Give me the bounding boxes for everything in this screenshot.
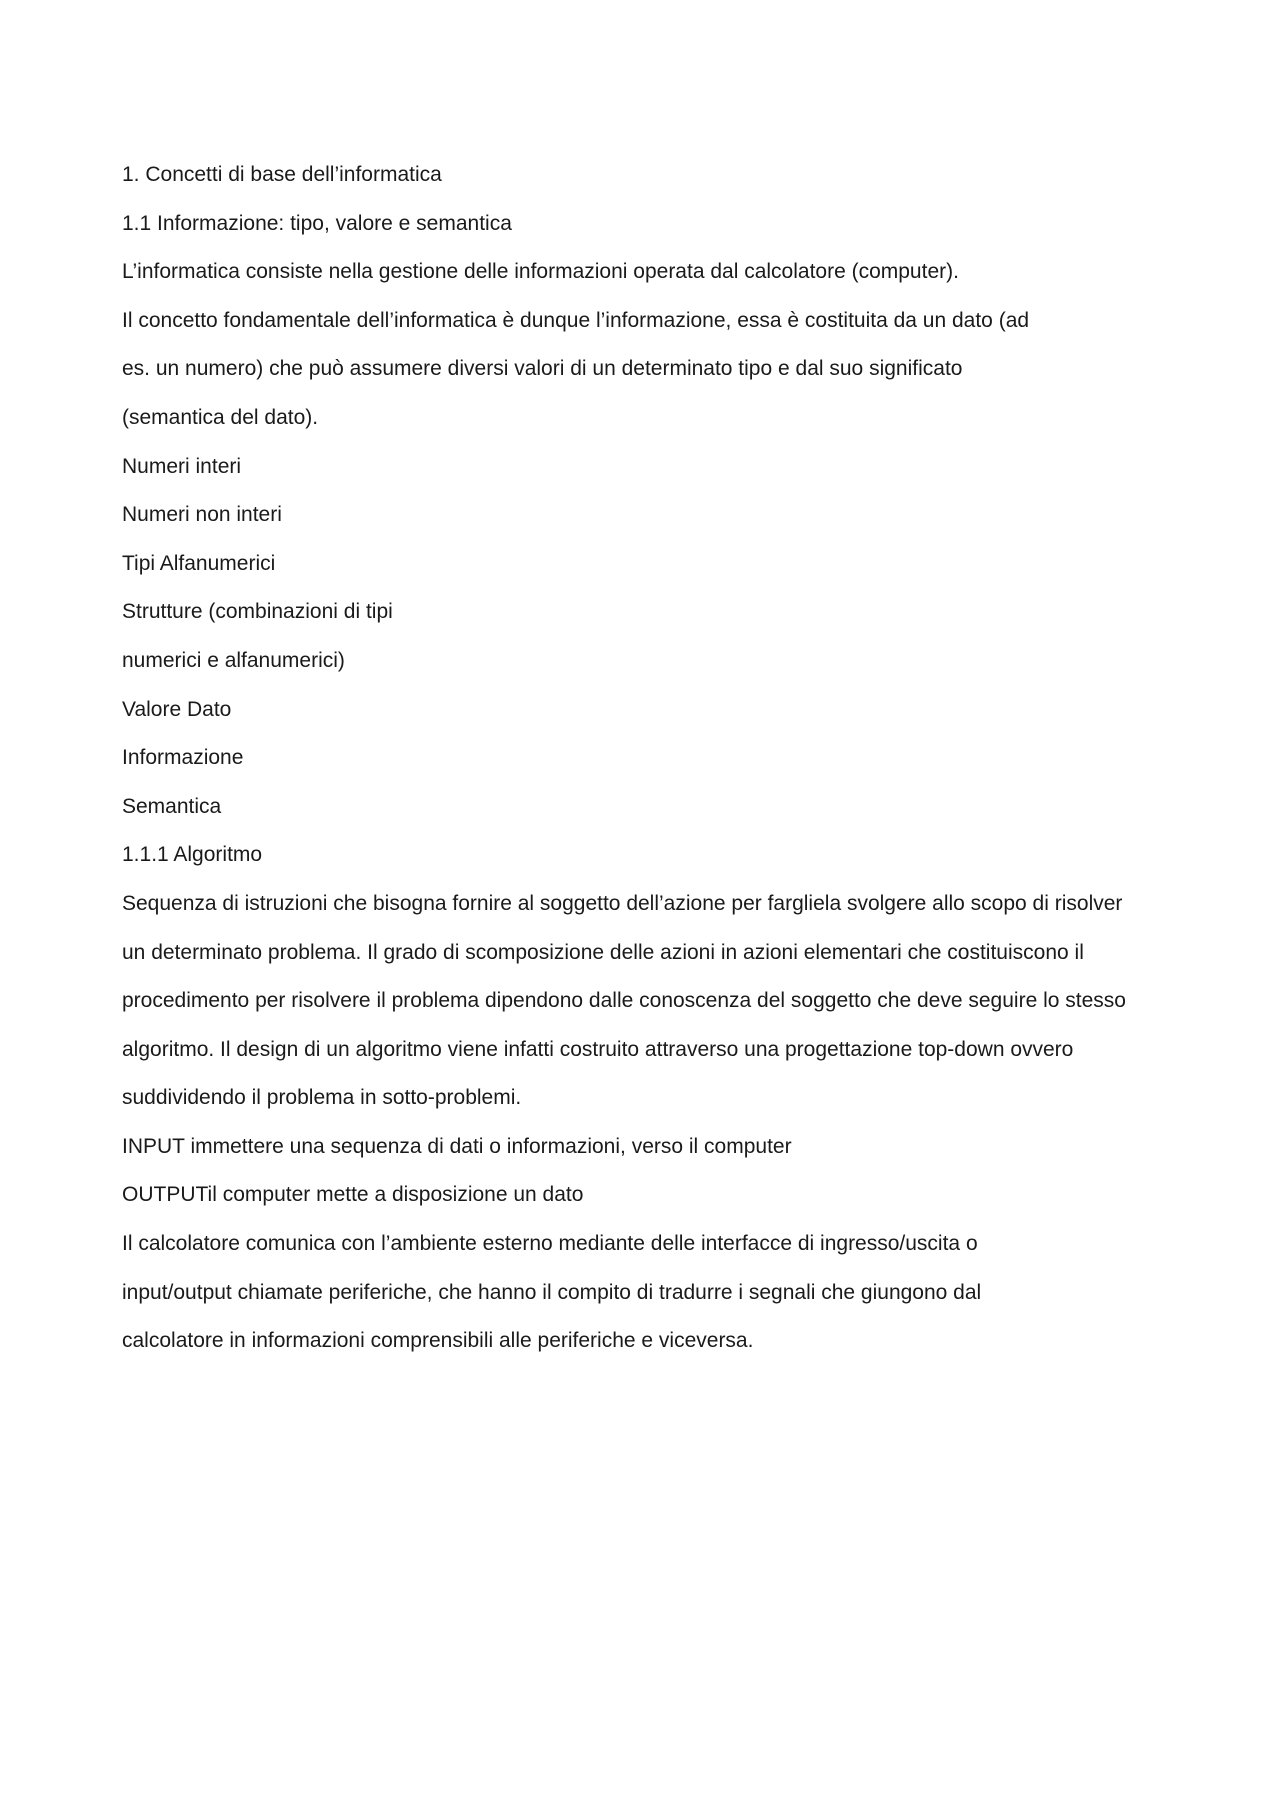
document-body <box>122 151 1182 1366</box>
list-item: Semantica <box>122 794 222 818</box>
paragraph-line: procedimento per risolvere il problema dipendono dalle conoscenza del soggetto che deve seguire lo stesso <box>122 989 1126 1013</box>
list-item: numerici e alfanumerici) <box>122 648 345 672</box>
paragraph-line: es. un numero) che può assumere diversi valori di un determinato tipo e dal suo significato <box>122 357 963 381</box>
paragraph-line: Il concetto fondamentale dell’informatica è dunque l’informazione, essa è costituita da un dato (ad <box>122 308 1030 332</box>
section-heading: 1.1 Informazione: tipo, valore e semantica <box>122 211 512 235</box>
paragraph-line: input/output chiamate periferiche, che hanno il compito di tradurre i segnali che giungono dal <box>122 1280 982 1304</box>
list-item: Numeri interi <box>122 454 242 478</box>
paragraph-line: algoritmo. Il design di un algoritmo viene infatti costruito attraverso una progettazione top-down ovvero <box>122 1037 1074 1061</box>
paragraph-line: un determinato problema. Il grado di scomposizione delle azioni in azioni elementari che costituiscono il <box>122 940 1084 964</box>
paragraph-line: calcolatore in informazioni comprensibili alle periferiche e viceversa. <box>122 1329 754 1353</box>
list-item: Strutture (combinazioni di tipi <box>122 600 393 624</box>
list-item: Tipi Alfanumerici <box>122 551 276 575</box>
paragraph-line: OUTPUTil computer mette a disposizione un dato <box>122 1183 584 1207</box>
paragraph-line: suddividendo il problema in sotto-problemi. <box>122 1086 522 1110</box>
list-item: Numeri non interi <box>122 503 282 527</box>
paragraph-line: Sequenza di istruzioni che bisogna fornire al soggetto dell’azione per fargliela svolgere allo scopo di risolver <box>122 891 1123 915</box>
chapter-heading: 1. Concetti di base dell’informatica <box>122 163 442 186</box>
paragraph-line: (semantica del dato). <box>122 405 319 429</box>
subsection-heading: 1.1.1 Algoritmo <box>122 843 263 867</box>
paragraph-line: INPUT immettere una sequenza di dati o informazioni, verso il computer <box>122 1134 792 1158</box>
paragraph-line: L’informatica consiste nella gestione delle informazioni operata dal calcolatore (computer). <box>122 260 959 284</box>
paragraph-line: Il calcolatore comunica con l’ambiente esterno mediante delle interfacce di ingresso/uscita o <box>122 1232 978 1256</box>
list-item: Informazione <box>122 746 244 770</box>
list-item: Valore Dato <box>122 697 232 721</box>
